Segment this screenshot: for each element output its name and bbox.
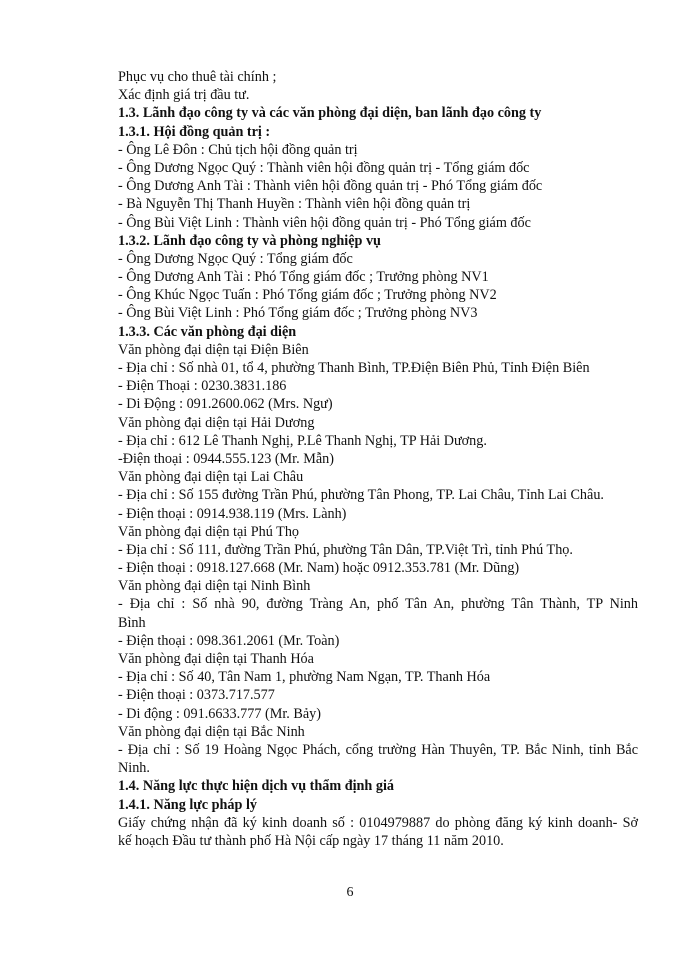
text-line: -Điện thoại : 0944.555.123 (Mr. Mẫn): [118, 450, 334, 467]
text-line: Văn phòng đại diện tại Bắc Ninh: [118, 723, 305, 740]
text-line: kế hoạch Đầu tư thành phố Hà Nội cấp ngày 17 tháng 11 năm 2010.: [118, 832, 504, 849]
text-line: Bình: [118, 614, 146, 631]
text-line: - Địa chỉ : Số 40, Tân Nam 1, phường Nam Ngạn, TP. Thanh Hóa: [118, 669, 491, 686]
text-line: Văn phòng đại diện tại Lai Châu: [118, 469, 304, 486]
text-line: - Ông Dương Anh Tài : Thành viên hội đồng quản trị - Phó Tổng giám đốc: [118, 178, 543, 195]
text-line: - Bà Nguyễn Thị Thanh Huyền : Thành viên hội đồng quản trị: [118, 196, 471, 213]
text-line: - Ông Dương Ngọc Quý : Tổng giám đốc: [118, 250, 353, 267]
section-heading: 1.3.1. Hội đồng quản trị :: [118, 123, 271, 140]
text-line: - Địa chỉ : 612 Lê Thanh Nghị, P.Lê Thanh Nghị, TP Hải Dương.: [118, 432, 487, 449]
text-line: - Ông Lê Đôn : Chủ tịch hội đồng quản trị: [118, 141, 358, 158]
text-line: - Ông Bùi Việt Linh : Thành viên hội đồng quản trị - Phó Tổng giám đốc: [118, 214, 531, 231]
section-heading: 1.3.3. Các văn phòng đại diện: [118, 323, 297, 340]
text-line: - Địa chỉ : Số 155 đường Trần Phú, phường Tân Phong, TP. Lai Châu, Tỉnh Lai Châu.: [118, 487, 604, 504]
text-line: Văn phòng đại diện tại Thanh Hóa: [118, 651, 314, 667]
document-body: [118, 68, 638, 850]
text-line: - Địa chỉ : Số 19 Hoàng Ngọc Phách, cổng trường Hàn Thuyên, TP. Bắc Ninh, tỉnh Bắc: [118, 741, 638, 758]
text-line: Văn phòng đại diện tại Ninh Bình: [118, 578, 311, 595]
text-line: - Địa chỉ : Số nhà 90, đường Tràng An, phố Tân An, phường Tân Thành, TP Ninh: [118, 596, 638, 613]
text-line: - Ông Bùi Việt Linh : Phó Tổng giám đốc ; Trưởng phòng NV3: [118, 305, 478, 322]
text-line: - Di Động : 091.2600.062 (Mrs. Ngư): [118, 396, 333, 413]
text-line: Phục vụ cho thuê tài chính ;: [118, 69, 277, 85]
text-line: Giấy chứng nhận đã ký kinh doanh số : 0104979887 do phòng đăng ký kinh doanh- Sở: [118, 814, 638, 831]
text-line: - Điện thoại : 0918.127.668 (Mr. Nam) hoặc 0912.353.781 (Mr. Dũng): [118, 560, 520, 577]
text-line: - Điện thoại : 098.361.2061 (Mr. Toàn): [118, 632, 340, 649]
section-heading: 1.4. Năng lực thực hiện dịch vụ thẩm định giá: [118, 778, 394, 795]
page-number: 6: [346, 885, 354, 900]
text-line: - Điện thoại : 0914.938.119 (Mrs. Lành): [118, 505, 347, 522]
section-heading: 1.4.1. Năng lực pháp lý: [118, 796, 257, 813]
text-line: - Ông Khúc Ngọc Tuấn : Phó Tổng giám đốc ; Trưởng phòng NV2: [118, 287, 497, 304]
text-line: Xác định giá trị đầu tư.: [118, 87, 250, 104]
text-line: - Điện Thoại : 0230.3831.186: [118, 378, 287, 395]
text-line: - Di động : 091.6633.777 (Mr. Bảy): [118, 705, 321, 722]
text-line: - Địa chỉ : Số 111, đường Trần Phú, phường Tân Dân, TP.Việt Trì, tỉnh Phú Thọ.: [118, 541, 573, 558]
text-line: Văn phòng đại diện tại Điện Biên: [118, 341, 309, 358]
section-heading: 1.3. Lãnh đạo công ty và các văn phòng đại diện, ban lãnh đạo công ty: [118, 105, 542, 122]
text-line: - Địa chỉ : Số nhà 01, tổ 4, phường Thanh Bình, TP.Điện Biên Phủ, Tỉnh Điện Biên: [118, 360, 590, 376]
text-line: - Ông Dương Ngọc Quý : Thành viên hội đồng quản trị - Tổng giám đốc: [118, 159, 530, 176]
text-line: Văn phòng đại diện tại Phú Thọ: [118, 523, 300, 540]
text-line: - Điện thoại : 0373.717.577: [118, 687, 275, 704]
section-heading: 1.3.2. Lãnh đạo công ty và phòng nghiệp vụ: [118, 232, 381, 249]
text-line: - Ông Dương Anh Tài : Phó Tổng giám đốc ; Trưởng phòng NV1: [118, 269, 489, 286]
text-line: Văn phòng đại diện tại Hải Dương: [118, 414, 315, 431]
text-line: Ninh.: [118, 760, 150, 777]
